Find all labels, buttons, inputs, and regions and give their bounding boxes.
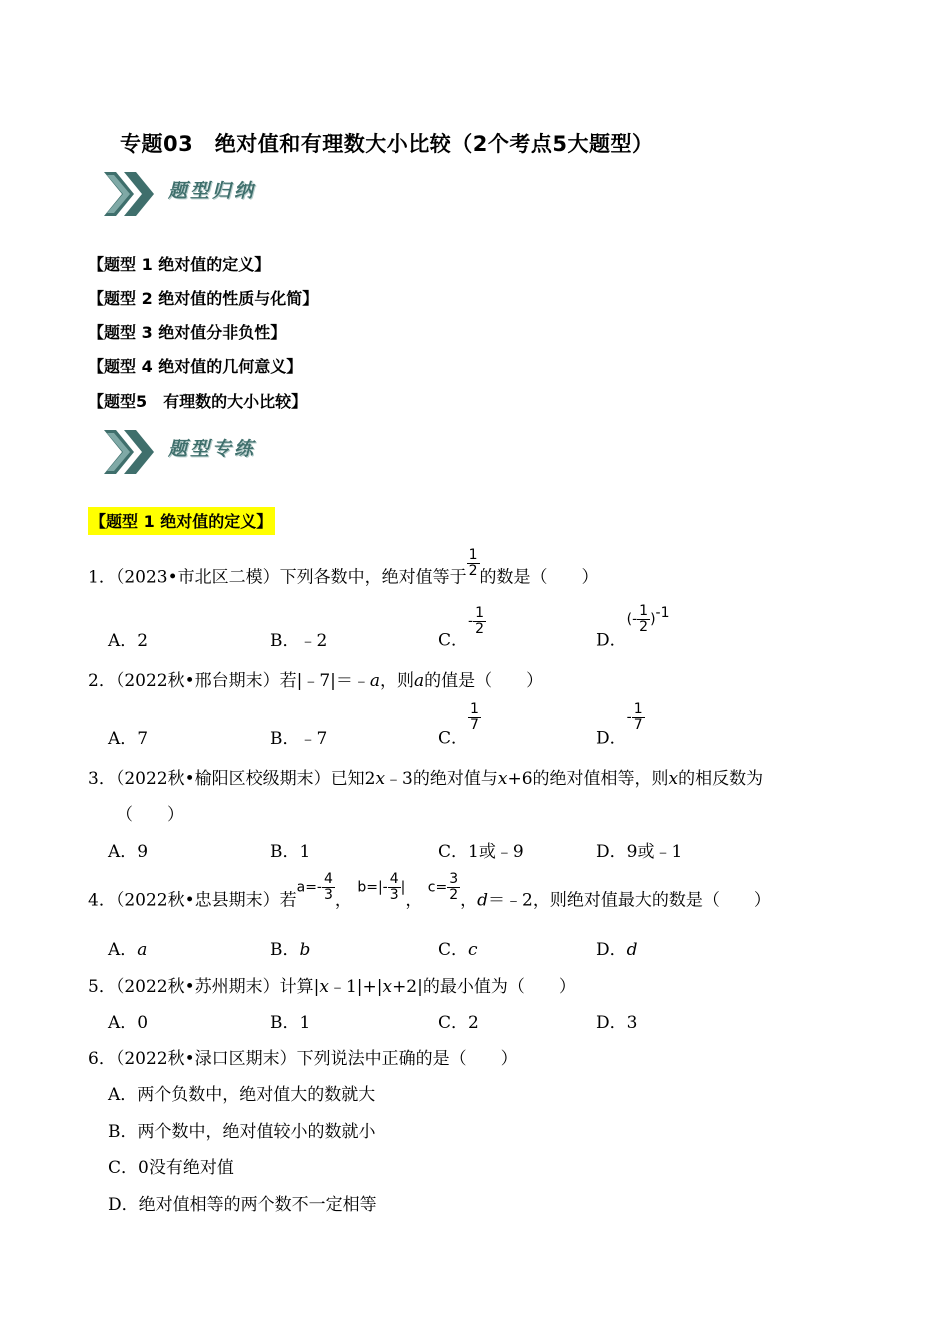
option-d[interactable]: D．绝对值相等的两个数不一定相等 [108,1195,377,1215]
option-a[interactable]: A．0 [108,1013,149,1033]
toc-item[interactable]: 【题型 1 绝对值的定义】 [88,255,271,274]
question-3: 3．（2022秋•榆阳区校级期末）已知2x﹣3的绝对值与x+6的绝对值相等，则x的相反数为 [88,769,764,789]
question-6: 6．（2022秋•渌口区期末）下列说法中正确的是（ ） [88,1049,518,1069]
toc-item[interactable]: 【题型 3 绝对值分非负性】 [88,323,287,342]
question-2: 2．（2022秋•邢台期末）若|﹣7|＝﹣a，则a的值是（ ） [88,671,544,691]
option-d[interactable]: D．(- $\frac{1}{2}$ )$^{-1}$ [596,603,670,651]
fraction: $\frac{1}{2}$ [468,547,478,579]
double-chevron-icon [100,426,162,478]
option-d[interactable]: D．3 [596,1013,638,1033]
option-d[interactable]: D．9或﹣1 [596,842,683,862]
option-b[interactable]: B．﹣7 [270,729,328,749]
option-a[interactable]: A．两个负数中，绝对值大的数就大 [108,1085,376,1105]
banner-label: 题型归纳 [168,180,257,202]
option-c[interactable]: C．1或﹣9 [438,842,524,862]
option-c[interactable]: C．c [438,940,478,960]
question-text: 的数是（ ） [479,567,599,588]
question-number: 1． [88,567,116,588]
option-b[interactable]: B．b [270,940,311,960]
option-a[interactable]: A．a [108,940,148,960]
banner-label: 题型专练 [168,438,257,460]
option-d[interactable]: D．d [596,940,638,960]
page-title: 专题03 绝对值和有理数大小比较（2个考点5大题型） [120,132,654,156]
question-4: 4．（2022秋•忠县期末）若a=- $\frac{4}{3}$ ， b=|- $\frac{4}{3}$ |， c= $\frac{3}{2}$ ，d＝﹣2，则绝对值最大的数是（ ） [88,871,771,911]
question-5: 5．（2022秋•苏州期末）计算|x﹣1|+|x+2|的最小值为（ ） [88,977,576,997]
question-3-blank: （ ） [116,805,184,825]
option-b[interactable]: B．1 [270,842,311,862]
section-heading: 【题型 1 绝对值的定义】 [88,507,275,535]
question-1 [88,548,599,588]
option-a[interactable]: A．7 [108,729,149,749]
option-b[interactable]: B．两个数中，绝对值较小的数就小 [108,1122,376,1142]
option-a[interactable]: A．9 [108,842,149,862]
double-chevron-icon [100,168,162,220]
toc-item[interactable]: 【题型 4 绝对值的几何意义】 [88,357,303,376]
option-c[interactable]: C．0没有绝对值 [108,1158,234,1178]
toc-item[interactable]: 【题型5 有理数的大小比较】 [88,392,308,411]
option-d[interactable]: D．- $\frac{1}{7}$ [596,701,643,749]
option-c[interactable]: C．- $\frac{1}{2}$ [438,605,484,651]
option-b[interactable]: B．﹣2 [270,631,328,651]
option-a[interactable]: A．2 [108,631,149,651]
option-b[interactable]: B．1 [270,1013,311,1033]
question-text: （2023•市北区二模）下列各数中，绝对值等于 [115,567,467,588]
option-c[interactable]: C． $\frac{1}{7}$ [438,701,479,749]
toc-item[interactable]: 【题型 2 绝对值的性质与化简】 [88,289,319,308]
option-c[interactable]: C．2 [438,1013,479,1033]
